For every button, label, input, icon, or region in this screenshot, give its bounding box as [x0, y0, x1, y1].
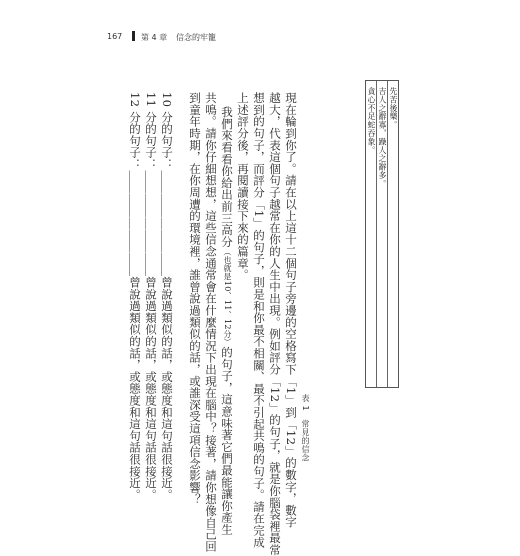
body2-line-1-start: 我們來看看你給出前三高分 — [220, 106, 234, 248]
body-line-1: 現在輪到你了。請在以上這十二個句子旁邊的空格寫下「1」到「12」的數字，數字 — [284, 92, 298, 528]
body2-line-2: 共鳴。請你仔細想想，這些信念通常會在什麼情況下出現在腦中？接著，請你想像自己回 — [204, 92, 218, 553]
table-row-3: 貪心不足蛇吞象。 — [367, 87, 376, 155]
answer-tail: 曾說過類似的話，或態度和這句話很接近。 — [160, 276, 174, 501]
page-number: 167 — [107, 32, 123, 41]
chapter-number: 第 4 章 — [141, 33, 168, 42]
body2-line-1-end: 的句子，這意味著它們最能讓你產生 — [220, 346, 234, 536]
table-divider — [376, 81, 377, 387]
table-row-2: 吉人之辭寡，躁人之辭多。 — [378, 87, 387, 188]
running-header — [0, 30, 520, 44]
body-line-4: 上述評分後，再閱讀接下來的篇章。 — [236, 92, 250, 281]
chapter-title: 信念的牢籠 — [176, 33, 216, 42]
body-line-2: 越大，代表這個句子越常在你的人生中出現。例如評分「12」的句子，就是你腦袋裡最常 — [268, 92, 282, 556]
answer-tail: 曾說過類似的話，或態度和這句話很接近。 — [144, 276, 158, 501]
answer-blank: ＿＿＿＿＿＿＿＿＿ — [144, 170, 158, 277]
answer-line-10 — [160, 92, 174, 501]
table-divider — [387, 81, 388, 387]
table-row-1: 先苦後樂。 — [389, 87, 398, 129]
answer-label: 12 分的句子： — [128, 92, 142, 171]
answer-label: 11 分的句子： — [144, 92, 158, 171]
table-caption: 表 1 常見的信念 — [301, 394, 310, 463]
answer-tail: 曾說過類似的話，或態度和這句話很接近。 — [128, 276, 142, 501]
answer-label: 10 分的句子： — [160, 92, 174, 171]
header-divider-bar — [132, 31, 135, 41]
body2-line-1 — [220, 106, 234, 535]
answer-line-12 — [128, 92, 142, 501]
answer-blank: ＿＿＿＿＿＿＿＿＿ — [160, 170, 174, 277]
body2-line-3: 到童年時期，在你周遭的環境裡，誰曾說過類似的話，或誰深受這項信念影響？ — [188, 92, 202, 505]
score-range-note: （也就是10、11、12分） — [223, 247, 232, 347]
body-line-3: 想到的句子，而評分「1」的句子，則是和你最不相關、最不引起共鳴的句子。請在完成 — [252, 92, 266, 549]
beliefs-table — [365, 80, 399, 388]
answer-line-11 — [144, 92, 158, 501]
answer-blank: ＿＿＿＿＿＿＿＿＿ — [128, 170, 142, 277]
